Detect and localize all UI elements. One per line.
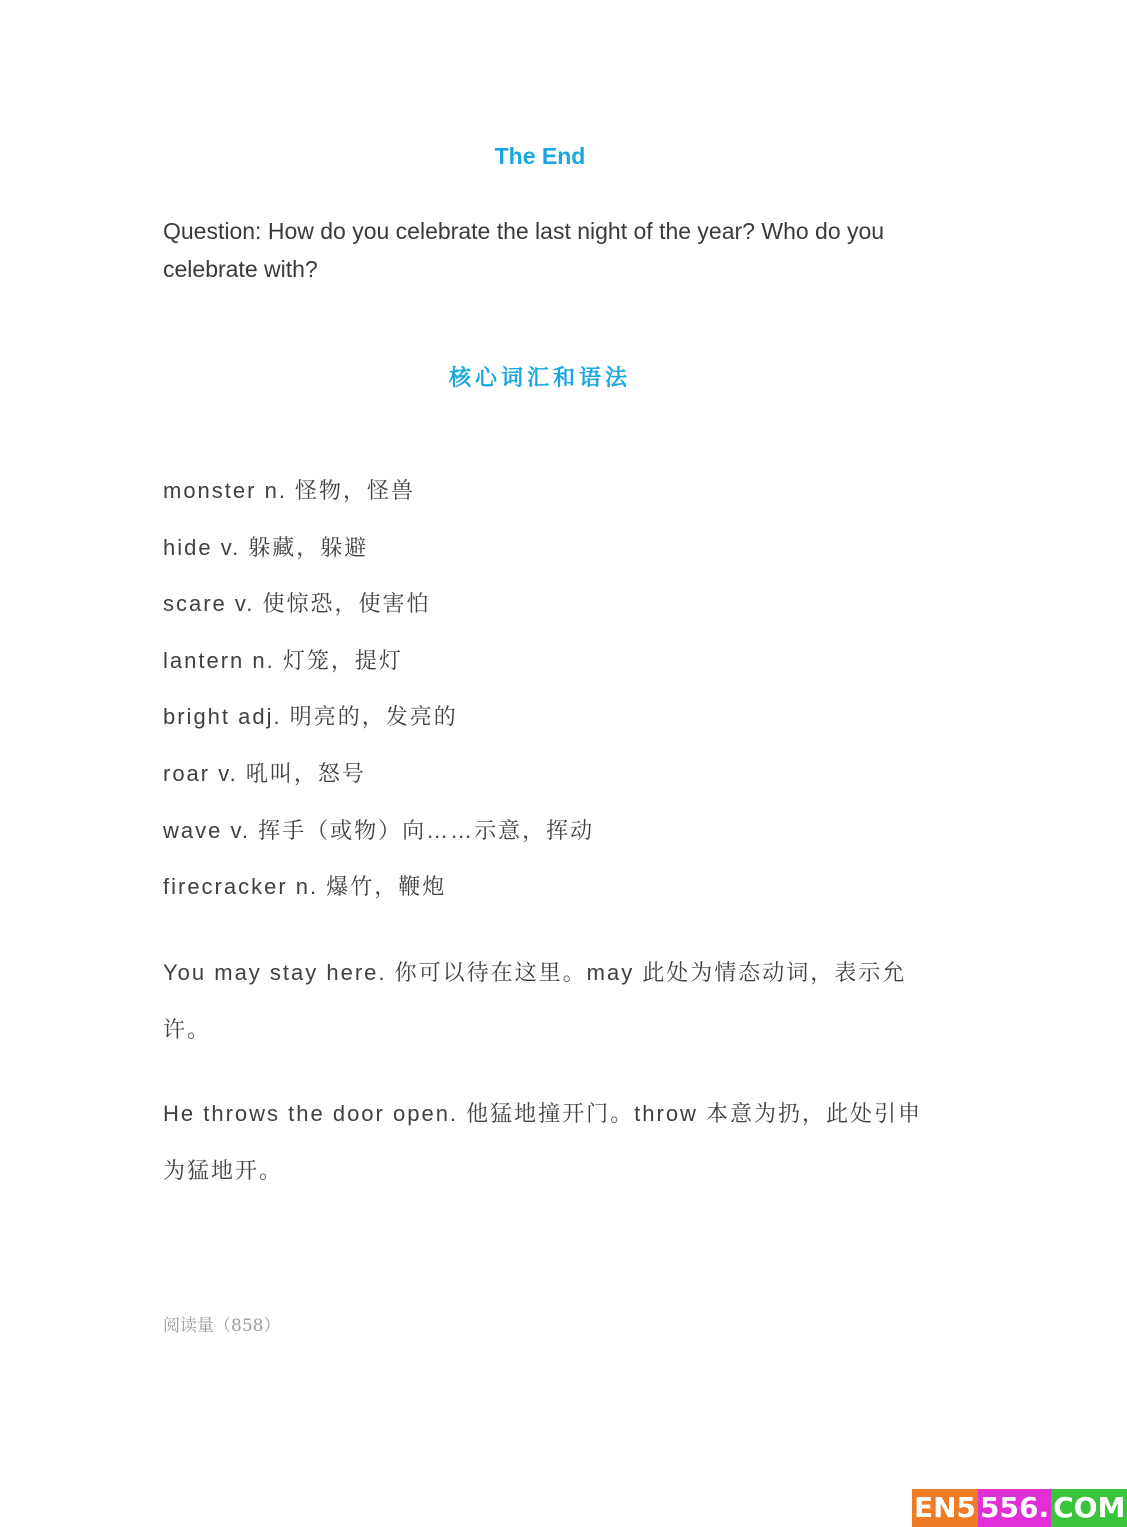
vocab-item-firecracker: firecracker n. 爆竹，鞭炮 [163,874,447,900]
vocab-item-wave: wave v. 挥手（或物）向……示意，挥动 [163,817,595,843]
vocab-item-roar: roar v. 吼叫，怒号 [163,760,366,786]
vocab-item-bright: bright adj. 明亮的，发亮的 [163,704,458,730]
site-logo[interactable] [912,1489,1127,1527]
vocab-item-monster: monster n. 怪物，怪兽 [163,478,416,503]
question-text: Question: How do you celebrate the last night of the year? Who do you celebrate with? [163,218,885,282]
read-count: 阅读量（858） [163,1316,281,1336]
section-title: 核心词汇和语法 [448,365,631,390]
article-end-title: The End [494,143,586,169]
logo-part-en5: EN5 [912,1489,978,1527]
vocab-item-lantern: lantern n. 灯笼，提灯 [163,647,403,673]
grammar-note-throw: He throws the door open. 他猛地撞开门。throw 本意为扔，此处引申为猛地开。 [163,1101,923,1183]
grammar-note-may: You may stay here. 你可以待在这里。may 此处为情态动词，表示允许。 [163,960,907,1042]
logo-part-556: 556. [978,1489,1051,1527]
vocab-list [163,473,923,926]
vocab-item-hide: hide v. 躲藏，躲避 [163,534,369,560]
vocab-item-scare: scare v. 使惊恐，使害怕 [163,591,431,617]
logo-part-com: COM [1051,1489,1127,1527]
